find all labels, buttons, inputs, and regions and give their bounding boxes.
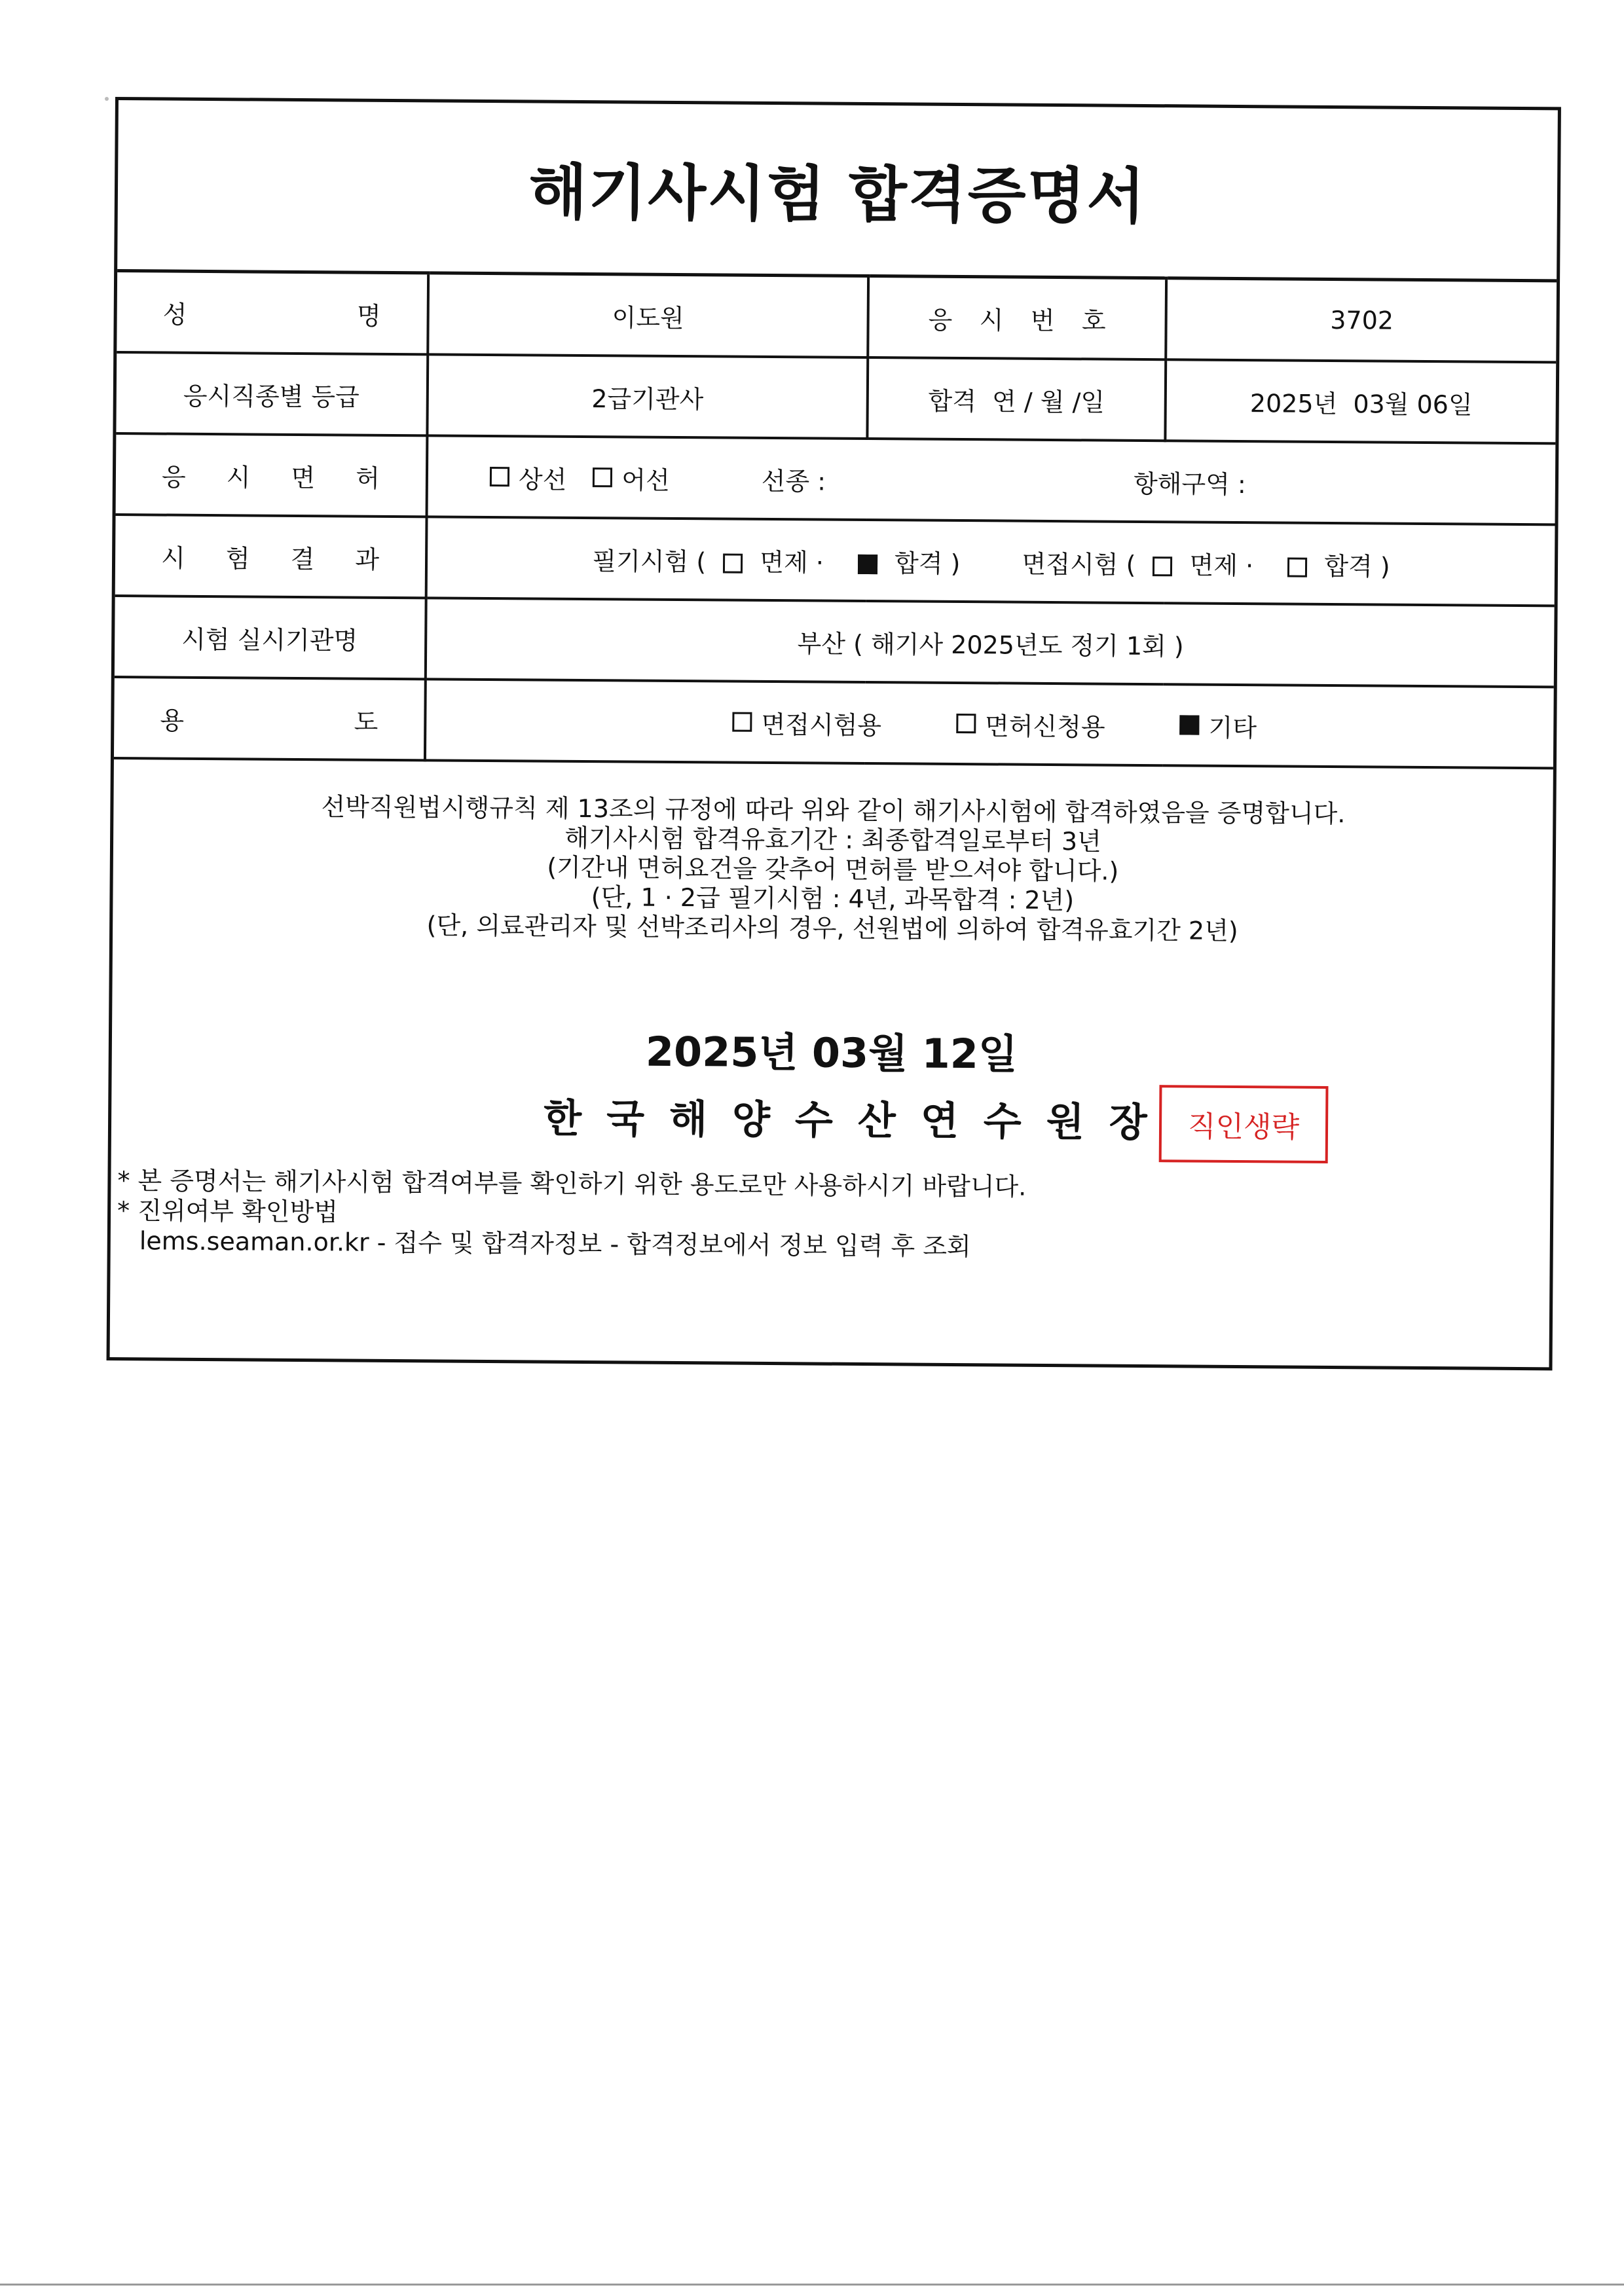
navigation-area-label: 항해구역 : bbox=[1133, 469, 1246, 499]
statement-line: 선박직원법시행규칙 제 13조의 규정에 따라 위와 같이 해기사시험에 합격하였음을 증명합니다. bbox=[321, 792, 1346, 829]
purpose-other-label: 기타 bbox=[1208, 713, 1257, 742]
pass-date-label: 합격 연 / 월 /일 bbox=[867, 357, 1166, 441]
written-pass-checkbox[interactable] bbox=[858, 555, 877, 574]
license-label: 응 시 면 허 bbox=[116, 433, 428, 517]
interview-pass-label: 합격 ) bbox=[1324, 551, 1390, 581]
grade-value: 2급기관사 bbox=[427, 354, 868, 439]
interview-pass-checkbox[interactable] bbox=[1287, 558, 1307, 577]
certification-statement bbox=[113, 791, 1553, 948]
purpose-label: 용 도 bbox=[114, 677, 426, 760]
statement-line: (단, 의료관리자 및 선박조리사의 경우, 선원법에 의하여 합격유효기간 2년) bbox=[426, 911, 1238, 946]
scan-speck bbox=[105, 97, 109, 101]
official-seal-omitted-stamp: 직인생략 bbox=[1159, 1085, 1329, 1163]
ship-type-label: 선종 : bbox=[761, 466, 826, 496]
name-value: 이도원 bbox=[428, 273, 868, 357]
purpose-license-label: 면허신청용 bbox=[984, 711, 1105, 742]
name-label: 성 명 bbox=[117, 271, 428, 355]
certificate-frame bbox=[107, 97, 1561, 1370]
statement-line: (기간내 면허요건을 갖추어 면허를 받으셔야 합니다.) bbox=[547, 852, 1119, 886]
issuer-name: 한국해양수산연수원장 bbox=[543, 1095, 1172, 1146]
purpose-interview-checkbox[interactable] bbox=[732, 712, 752, 732]
fishing-label: 어선 bbox=[621, 465, 670, 495]
row-name bbox=[117, 271, 1557, 363]
statement-line: 해기사시험 합격유효기간 : 최종합격일로부터 3년 bbox=[564, 823, 1101, 856]
interview-exempt-checkbox[interactable] bbox=[1153, 556, 1172, 576]
page-bottom-edge bbox=[0, 2284, 1624, 2286]
exam-number-label: 응 시 번 호 bbox=[868, 276, 1166, 360]
grade-label: 응시직종별 등급 bbox=[116, 352, 428, 435]
agency-value: 부산 ( 해기사 2025년도 정기 1회 ) bbox=[426, 598, 1555, 687]
interview-exempt-label: 면제 · bbox=[1189, 550, 1254, 580]
exam-number-value: 3702 bbox=[1166, 278, 1557, 363]
purpose-other-checkbox[interactable] bbox=[1180, 715, 1200, 735]
note-verification-url[interactable]: lems.seaman.or.kr - 접수 및 합격자정보 - 합격정보에서 정보 입력 후 조회 bbox=[139, 1226, 971, 1262]
written-exam-label: 필기시험 ( bbox=[592, 546, 707, 576]
written-exempt-checkbox[interactable] bbox=[723, 553, 743, 573]
footnotes bbox=[117, 1165, 1551, 1266]
row-grade bbox=[116, 352, 1556, 443]
written-exempt-label: 면제 · bbox=[760, 547, 824, 577]
statement-line: (단, 1 · 2급 필기시험 : 4년, 과목합격 : 2년) bbox=[591, 883, 1075, 915]
license-options bbox=[427, 435, 1556, 524]
purpose-interview-label: 면접시험용 bbox=[761, 710, 882, 740]
row-license bbox=[116, 433, 1556, 524]
note-usage: * 본 증명서는 해기사시험 합격여부를 확인하기 위한 용도로만 사용하시기 바랍니다. bbox=[117, 1166, 1027, 1201]
certificate-title: 해기사시험 합격증명서 bbox=[528, 157, 1147, 232]
issuer-block bbox=[111, 1078, 1551, 1166]
issue-date: 2025년 03월 12일 bbox=[645, 1027, 1018, 1078]
result-options bbox=[426, 517, 1555, 606]
certificate-info-table bbox=[114, 269, 1557, 769]
merchant-label: 상선 bbox=[518, 464, 567, 494]
pass-date-value: 2025년 03월 06일 bbox=[1165, 359, 1556, 443]
interview-exam-label: 면접시험 ( bbox=[1022, 549, 1136, 579]
row-purpose bbox=[114, 677, 1554, 768]
written-pass-label: 합격 ) bbox=[894, 548, 961, 578]
purpose-license-checkbox[interactable] bbox=[956, 714, 976, 733]
result-label: 시 험 결 과 bbox=[115, 515, 427, 598]
note-verification: * 진위여부 확인방법 bbox=[117, 1196, 339, 1227]
row-agency bbox=[115, 596, 1555, 687]
row-result bbox=[115, 515, 1555, 606]
agency-label: 시험 실시기관명 bbox=[115, 596, 426, 679]
merchant-checkbox[interactable] bbox=[490, 467, 509, 486]
purpose-options bbox=[425, 679, 1554, 768]
fishing-checkbox[interactable] bbox=[593, 467, 612, 487]
